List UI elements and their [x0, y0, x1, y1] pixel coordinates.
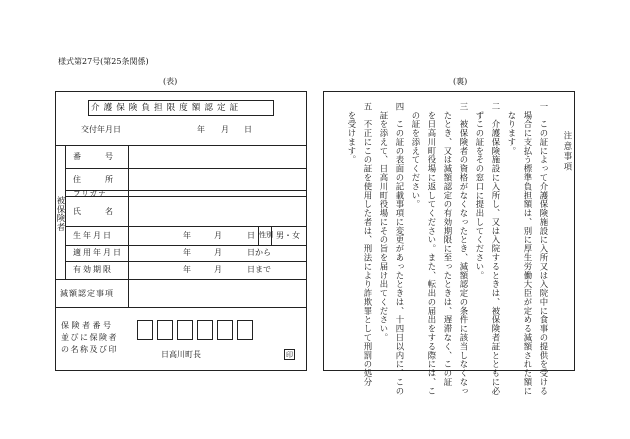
reduction-item-label: 減額認定事項 — [60, 289, 114, 298]
insurer-number-box — [157, 320, 173, 340]
row-line — [65, 245, 307, 246]
insurer-number-box — [197, 320, 213, 340]
dob-label: 生年月日 — [73, 231, 113, 240]
note-line: の証を添えてください。 — [411, 102, 421, 209]
seal-mark: 印 — [286, 351, 293, 359]
insured-label: 被保険者 — [56, 196, 66, 232]
row-line — [65, 168, 307, 169]
valid-year-unit: 年 — [183, 265, 191, 274]
insurer-number-box — [237, 320, 253, 340]
sex-value: 男・女 — [276, 231, 300, 240]
applicable-date-label: 適用年月日 — [73, 248, 123, 257]
mayor-name: 日高川町長 — [161, 350, 201, 359]
insurer-label-line3: の名称及び印 — [61, 345, 118, 354]
dob-month-unit: 月 — [214, 231, 222, 240]
address-label: 住 所 — [73, 175, 113, 184]
issue-year: 年 — [197, 125, 205, 134]
applicable-year-unit: 年 — [183, 248, 191, 257]
applicable-from-unit: 日から — [247, 248, 271, 257]
back-label: (裏) — [453, 77, 468, 86]
issue-date-label: 交付年月日 — [81, 125, 121, 134]
row-line — [55, 307, 307, 308]
certificate-title: 介護保険負担限度額認定証 — [91, 103, 243, 113]
valid-until-unit: 日まで — [247, 265, 271, 274]
note-line: 四 この証の表面の記載事項に変更があったときは、十四日以内に、この — [395, 102, 405, 396]
number-label: 番 号 — [73, 152, 113, 161]
note-line: 二 介護保険施設に入所し、又は入院するときは、被保険者証とともに必 — [491, 102, 501, 396]
note-line: 場合に支払う標準負担額は、別に厚生労働大臣が定める減額された額に — [523, 102, 533, 396]
note-line: 五 不正にこの証を使用した者は、刑法により詐欺罪として刑罰の処分 — [363, 102, 373, 387]
note-line: 証を添えて、日高川町役場にその旨を届け出てください。 — [379, 102, 389, 343]
note-line: を受けます。 — [347, 102, 357, 165]
insurer-number-box — [177, 320, 193, 340]
valid-period-label: 有効期限 — [73, 265, 113, 274]
table-top-line — [55, 145, 307, 146]
note-line: 一 この証によって介護保険施設に入所又は入院中に食事の提供を受ける — [539, 102, 549, 396]
issue-day: 日 — [244, 125, 252, 134]
note-line: 三 被保険者の資格がなくなったとき、減額認定の条件に該当しなくなっ — [459, 102, 469, 396]
reduction-col-line — [128, 279, 129, 307]
issue-month: 月 — [221, 125, 229, 134]
notes-heading: 注意事項 — [563, 131, 573, 173]
insurer-label-line2: 並びに保険者 — [61, 333, 118, 342]
label-col-line — [128, 145, 129, 279]
applicable-month-unit: 月 — [214, 248, 222, 257]
note-line: ずこの証をその窓口に提出してください。 — [475, 102, 485, 280]
valid-month-unit: 月 — [214, 265, 222, 274]
furigana-label: フリガナ — [73, 189, 107, 198]
row-line — [55, 279, 307, 280]
insurer-number-box — [217, 320, 233, 340]
dob-day-unit: 日 — [247, 231, 255, 240]
form-id: 様式第27号(第25条関係) — [58, 57, 149, 66]
row-line — [65, 261, 307, 262]
insurer-label-line1: 保険者番号 — [61, 321, 114, 330]
note-line: なります。 — [507, 102, 517, 156]
name-label: 氏 名 — [73, 207, 113, 216]
insurer-number-box — [137, 320, 153, 340]
note-line: たとき、又は減額認定の有効期限に至ったときは、遅滞なく、この証 — [443, 102, 453, 387]
note-line: を日高川町役場に返してください。また、転出の届出をする際には、こ — [427, 102, 437, 396]
sex-label: 性別 — [259, 231, 273, 239]
front-label: (表) — [163, 77, 178, 86]
dob-year-unit: 年 — [183, 231, 191, 240]
